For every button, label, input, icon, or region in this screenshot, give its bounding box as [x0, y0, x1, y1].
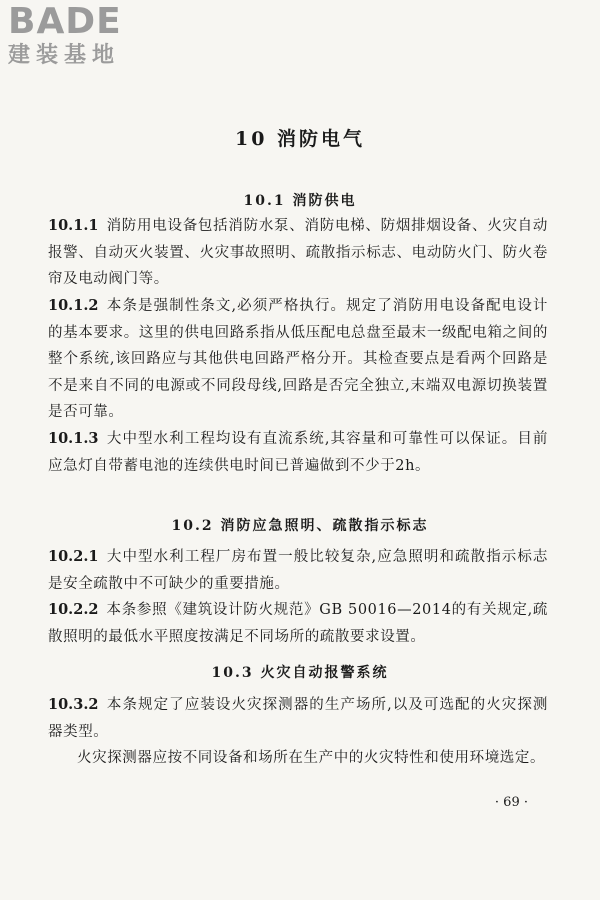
clause-number: 10.1.1 — [48, 217, 99, 234]
page-number: · 69 · — [494, 795, 528, 810]
clause-text: 本条规定了应装设火灾探测器的生产场所,以及可选配的火灾探测器类型。 — [48, 697, 548, 740]
clause-10-1-1 — [48, 213, 548, 293]
clause-text: 本条参照《建筑设计防火规范》GB 50016—2014的有关规定,疏散照明的最低水平照度按满足不同场所的疏散要求设置。 — [48, 602, 548, 645]
section-title-10-3: 10.3 火灾自动报警系统 — [211, 665, 389, 681]
clause-number: 10.1.2 — [48, 297, 99, 314]
chapter-title: 10 消防电气 — [234, 128, 366, 150]
clause-10-2-2 — [48, 597, 548, 650]
logo-wordmark: BADE — [8, 1, 122, 42]
clause-10-1-3 — [48, 426, 548, 479]
body-paragraph: 火灾探测器应按不同设备和场所在生产中的火灾特性和使用环境选定。 — [77, 750, 546, 766]
section-title-10-2: 10.2 消防应急照明、疏散指示标志 — [171, 518, 429, 534]
clause-number: 10.1.3 — [48, 430, 99, 447]
clause-10-1-2 — [48, 293, 548, 426]
clause-number: 10.2.1 — [48, 548, 99, 565]
bade-logo — [8, 2, 178, 70]
clause-text: 本条是强制性条文,必须严格执行。规定了消防用电设备配电设计的基本要求。这里的供电回路系指从低压配电总盘至最末一级配电箱之间的整个系统,该回路应与其他供电回路严格分开。其检查要点是看两个回路是不是来自不同的电源或不同段母线,回路是否完全独立,末端双电源切换装置是否可靠。 — [48, 298, 548, 420]
clause-10-2-1 — [48, 544, 548, 597]
clause-text: 大中型水利工程均设有直流系统,其容量和可靠性可以保证。目前应急灯自带蓄电池的连续供电时间已普遍做到不少于2h。 — [48, 431, 548, 474]
section-title-10-1: 10.1 消防供电 — [243, 193, 357, 209]
clause-text: 大中型水利工程厂房布置一般比较复杂,应急照明和疏散指示标志是安全疏散中不可缺少的重要措施。 — [48, 549, 548, 592]
clause-text: 消防用电设备包括消防水泵、消防电梯、防烟排烟设备、火灾自动报警、自动灭火装置、火灾事故照明、疏散指示标志、电动防火门、防火卷帘及电动阀门等。 — [48, 218, 548, 287]
clause-number: 10.3.2 — [48, 696, 99, 713]
clause-10-3-2 — [48, 692, 548, 745]
logo-subtitle: 建装基地 — [8, 43, 121, 68]
clause-number: 10.2.2 — [48, 601, 99, 618]
